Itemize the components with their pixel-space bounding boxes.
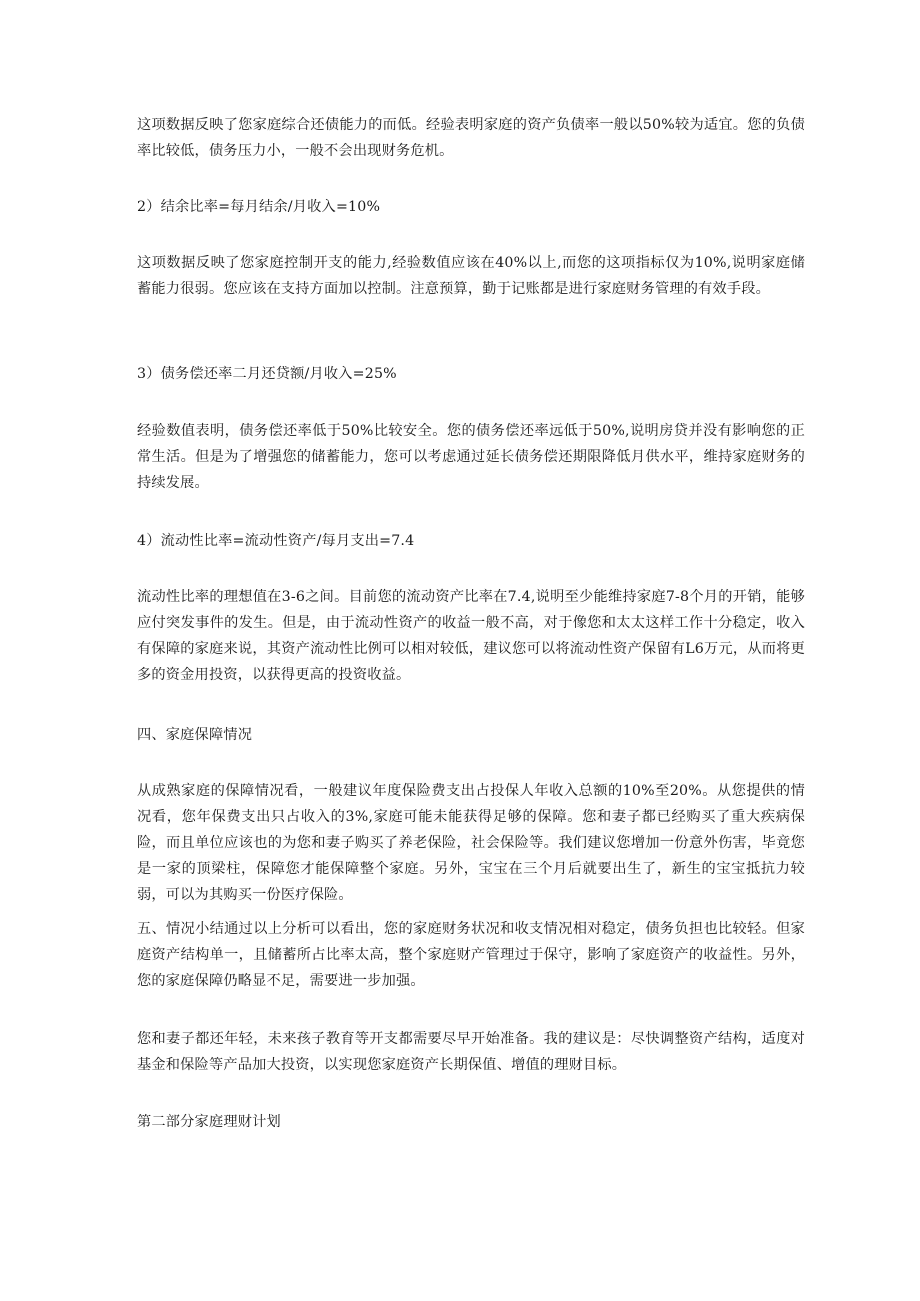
paragraph-summary: 五、情况小结通过以上分析可以看出，您的家庭财务状况和收支情况相对稳定，债务负担也比较轻。但家庭资产结构单一，且储蓄所占比率太高，整个家庭财产管理过于保守，影响了家庭资产的收益性。另外，您的家庭保障仍略显不足，需要进一步加强。: [137, 921, 805, 989]
heading-family-protection: 四、家庭保障情况: [137, 727, 253, 743]
paragraph-debt-service-ratio: 经验数值表明，债务偿还率低于50%比较安全。您的债务偿还率远低于50%,说明房贷并没有影响您的正常生活。但是为了增强您的储蓄能力，您可以考虑通过延长债务偿还期限降低月供水平，维持家庭财务的持续发展。: [137, 423, 805, 491]
heading-liquidity-ratio: 4）流动性比率=流动性资产/每月支出=7.4: [137, 533, 415, 549]
paragraph-recommendation: 您和妻子都还年轻，未来孩子教育等开支都需要尽早开始准备。我的建议是：尽快调整资产结构，适度对基金和保险等产品加大投资，以实现您家庭资产长期保值、增值的理财目标。: [137, 1031, 805, 1073]
heading-savings-ratio: 2）结余比率=每月结余/月收入=10%: [137, 199, 381, 215]
paragraph-debt-ratio: 这项数据反映了您家庭综合还债能力的而低。经验表明家庭的资产负债率一般以50%较为适宜。您的负债率比较低，债务压力小，一般不会出现财务危机。: [137, 117, 805, 159]
paragraph-savings-ratio: 这项数据反映了您家庭控制开支的能力,经验数值应该在40%以上,而您的这项指标仅为10%,说明家庭储蓄能力很弱。您应该在支持方面加以控制。注意预算，勤于记账都是进行家庭财务管理的有效手段。: [137, 255, 805, 297]
paragraph-liquidity-ratio: 流动性比率的理想值在3-6之间。目前您的流动资产比率在7.4,说明至少能维持家庭7-8个月的开销，能够应付突发事件的发生。但是，由于流动性资产的收益一般不高，对于像您和太太这样工作十分稳定，收入有保障的家庭来说，其资产流动性比例可以相对较低，建议您可以将流动性资产保留有L6万元，从而将更多的资金用投资，以获得更高的投资收益。: [137, 589, 805, 683]
paragraph-family-protection: 从成熟家庭的保障情况看，一般建议年度保险费支出占投保人年收入总额的10%至20%。从您提供的情况看，您年保费支出只占收入的3%,家庭可能未能获得足够的保障。您和妻子都已经购买了重大疾病保险，而且单位应该也的为您和妻子购买了养老保险，社会保险等。我们建议您增加一份意外伤害，毕竟您是一家的顶梁柱，保障您才能保障整个家庭。另外，宝宝在三个月后就要出生了，新生的宝宝抵抗力较弱，可以为其购买一份医疗保险。: [137, 783, 805, 903]
heading-part-two: 第二部分家庭理财计划: [137, 1114, 281, 1130]
heading-debt-service-ratio: 3）债务偿还率二月还贷额/月收入=25%: [137, 366, 397, 382]
